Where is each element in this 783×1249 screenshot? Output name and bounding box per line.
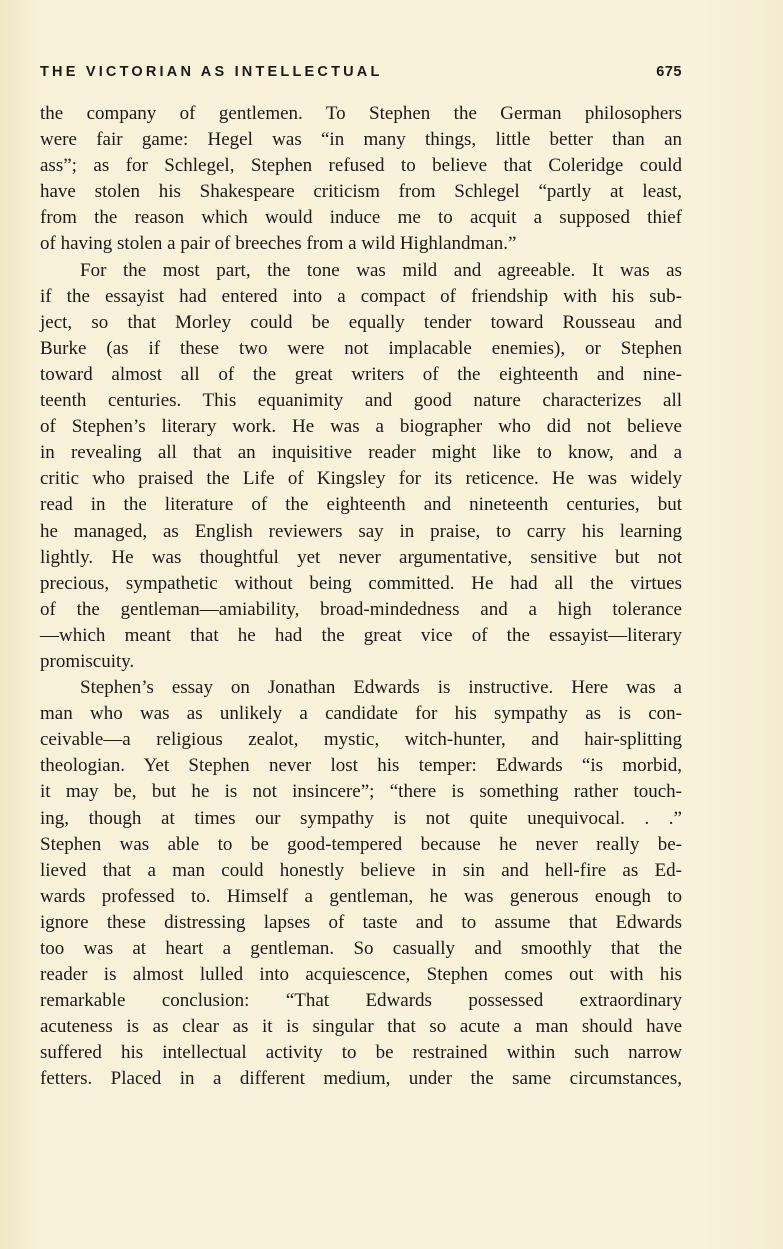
text-line: lightly. He was thoughtful yet never argumentative, sensitive but not xyxy=(40,546,682,568)
text-line: were fair game: Hegel was “in many things, little better than an xyxy=(40,129,682,151)
text-line: precious, sympathetic without being committed. He had all the virtues xyxy=(40,572,682,594)
text-line: acuteness is as clear as it is singular that so acute a man should have xyxy=(40,1016,682,1038)
text-line: remarkable conclusion: “That Edwards possessed extraordinary xyxy=(40,990,682,1012)
page-number: 675 xyxy=(656,64,682,80)
text-line: —which meant that he had the great vice of the essayist—literary xyxy=(40,624,682,646)
running-head xyxy=(40,64,682,88)
text-line: theologian. Yet Stephen never lost his temper: Edwards “is morbid, xyxy=(40,755,682,777)
text-line: if the essayist had entered into a compact of friendship with his sub- xyxy=(40,285,682,307)
text-line: fetters. Placed in a different medium, under the same circumstances, xyxy=(40,1068,682,1090)
text-line: For the most part, the tone was mild and agreeable. It was as xyxy=(80,259,682,281)
text-line: it may be, but he is not insincere”; “there is something rather touch- xyxy=(40,781,682,803)
paragraph xyxy=(40,258,682,676)
text-line: in revealing all that an inquisitive reader might like to know, and a xyxy=(40,442,682,464)
running-title: THE VICTORIAN AS INTELLECTUAL xyxy=(40,64,383,80)
text-line: too was at heart a gentleman. So casually and smoothly that the xyxy=(40,938,682,959)
text-line: ass”; as for Schlegel, Stephen refused to believe that Coleridge could xyxy=(40,155,682,177)
text-line: of Stephen’s literary work. He was a biographer who did not believe xyxy=(40,416,682,438)
text-line: read in the literature of the eighteenth and nineteenth centuries, but xyxy=(40,494,682,516)
text-line: ceivable—a religious zealot, mystic, witch-hunter, and hair-splitting xyxy=(40,729,682,751)
text-line: of having stolen a pair of breeches from a wild Highlandman.” xyxy=(40,233,517,255)
text-line: he managed, as English reviewers say in praise, to carry his learning xyxy=(40,520,682,542)
paragraph xyxy=(40,101,682,258)
text-line: suffered his intellectual activity to be restrained within such narrow xyxy=(40,1042,682,1064)
text-line: reader is almost lulled into acquiescence, Stephen comes out with his xyxy=(40,964,682,986)
text-line: the company of gentlemen. To Stephen the German philosophers xyxy=(40,103,682,124)
body-text xyxy=(40,101,682,1093)
text-line: toward almost all of the great writers of the eighteenth and nine- xyxy=(40,363,682,385)
text-line: Stephen was able to be good-tempered because he never really be- xyxy=(40,833,682,855)
text-line: ing, though at times our sympathy is not quite unequivocal. . .” xyxy=(40,807,682,829)
text-line: ject, so that Morley could be equally tender toward Rousseau and xyxy=(40,311,682,333)
text-line: lieved that a man could honestly believe in sin and hell-fire as Ed- xyxy=(40,859,682,881)
text-line: critic who praised the Life of Kingsley for its reticence. He was widely xyxy=(40,468,682,490)
text-line: of the gentleman—amiability, broad-mindedness and a high tolerance xyxy=(40,598,682,620)
text-line: teenth centuries. This equanimity and good nature characterizes all xyxy=(40,390,682,412)
text-line: Burke (as if these two were not implacable enemies), or Stephen xyxy=(40,337,682,359)
text-line: ignore these distressing lapses of taste and to assume that Edwards xyxy=(40,911,682,933)
text-line: man who was as unlikely a candidate for his sympathy as is con- xyxy=(40,703,682,725)
text-line: have stolen his Shakespeare criticism from Schlegel “partly at least, xyxy=(40,181,682,203)
paragraph xyxy=(40,675,682,1093)
text-line: promiscuity. xyxy=(40,650,135,672)
text-line: wards professed to. Himself a gentleman, he was generous enough to xyxy=(40,885,682,907)
text-line: from the reason which would induce me to acquit a supposed thief xyxy=(40,207,682,229)
text-line: Stephen’s essay on Jonathan Edwards is instructive. Here was a xyxy=(80,677,682,699)
